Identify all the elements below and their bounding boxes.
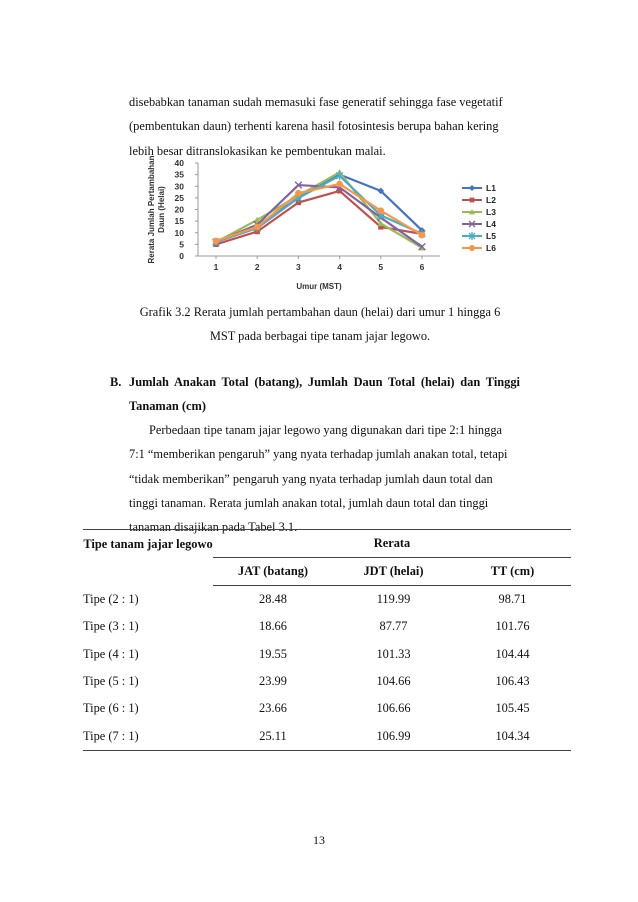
x-tick-label: 5 [378,262,384,272]
legend-label: L1 [486,183,496,193]
legend-entry [462,183,496,193]
table-cell: 25.11 [213,722,333,750]
page-number: 13 [313,833,325,847]
legend-marker [469,185,475,191]
table-cell: 105.45 [495,701,530,716]
legend-label: L3 [486,207,496,217]
section-heading [110,370,520,418]
table-cell: Tipe (7 : 1) [83,722,213,750]
section-title: Jumlah Anakan Total (batang), Jumlah Daun Total (helai) dan Tinggi Tanaman (cm) [129,375,520,413]
table-row [83,586,571,614]
table-cell: Tipe (2 : 1) [83,591,139,606]
y-tick-label: 20 [174,204,184,215]
series-l1 [213,171,426,245]
data-point [419,232,426,239]
table-row [83,641,571,668]
legend-entry [462,231,496,241]
table-cell: 104.44 [495,646,530,661]
x-tick-label: 3 [296,262,301,272]
intro-paragraph [129,90,519,163]
legend-label: L5 [486,231,496,241]
table-cell: 106.99 [333,722,454,750]
x-tick-label: 4 [337,262,342,272]
series-line [216,172,422,248]
chart-series [213,169,426,251]
table-cell: Tipe (4 : 1) [83,646,139,661]
legend-marker [469,245,475,251]
text-line: “tidak memberikan” pengaruh yang nyata terhadap jumlah daun total dan [129,471,493,486]
table-cell: 104.34 [454,722,571,750]
y-tick-label: 5 [179,239,184,250]
y-tick-label: 10 [174,227,184,238]
text-line: tanaman disajikan pada Tabel 3.1. [129,520,298,535]
table-cell: 98.71 [498,592,527,607]
series-l4 [213,182,426,250]
results-table [83,529,571,751]
column-header: TT (cm) [454,558,571,586]
legend-entry [462,243,496,253]
data-point [378,207,385,214]
chart-legend [462,183,496,253]
group-column-header: Rerata [213,530,571,558]
legend-label: L2 [486,195,496,205]
figure-caption [100,300,540,348]
legend-entry [462,207,496,217]
caption-line: MST pada berbagai tipe tanam jajar legowo. [209,329,431,343]
y-tick-label: 35 [174,169,184,180]
data-point [336,181,343,188]
x-tick-label: 1 [213,262,219,272]
table-row [83,613,571,640]
text-line: lebih besar ditranslokasikan ke pembentukan malai. [129,143,386,158]
body-paragraph [129,418,519,539]
y-tick-label: 30 [174,181,184,192]
y-tick-label: 25 [174,192,184,203]
legend-marker [470,198,475,203]
series-l3 [213,169,426,251]
table-cell: 28.48 [259,592,287,607]
data-point [254,224,261,231]
section-number: B. [110,375,122,389]
column-header: JAT (batang) [213,558,333,586]
table-cell: 18.66 [259,619,287,634]
table-cell: 19.55 [259,646,287,661]
data-point [295,190,302,197]
table-row [83,695,571,722]
table-cell: 106.66 [376,701,411,716]
legend-label: L4 [486,219,496,229]
text-line: 7:1 “memberikan pengaruh” yang nyata terhadap jumlah anakan total, tetapi [129,447,508,462]
y-axis-title: Rerata Jumlah PertambahanDaun (Helai) [147,155,166,264]
y-tick-label: 15 [174,216,184,227]
legend-entry [462,195,496,205]
legend-entry [462,219,496,229]
text-line: (pembentukan daun) terhenti karena hasil fotosintesis berupa bahan kering [129,119,499,134]
table-row [83,668,571,695]
table-cell: Tipe (6 : 1) [83,701,139,716]
text-line: Perbedaan tipe tanam jajar legowo yang digunakan dari tipe 2:1 hingga [149,423,503,437]
chart-canvas [140,155,520,295]
table-cell: Tipe (3 : 1) [83,619,139,634]
table-cell: 87.77 [379,619,408,634]
table-cell: 101.76 [495,619,530,634]
caption-line: Grafik 3.2 Rerata jumlah pertambahan daun (helai) dari umur 1 hingga 6 [139,305,501,319]
table-cell: Tipe (5 : 1) [83,674,139,689]
x-tick-label: 2 [254,262,260,272]
table-cell: 23.99 [259,674,287,689]
x-axis-title: Umur (MST) [296,282,342,291]
series-line [216,176,422,242]
table-cell: 106.43 [495,674,530,689]
y-tick-label: 0 [179,251,184,261]
legend-label: L6 [486,243,496,253]
x-tick-label: 6 [419,262,425,272]
text-line: tinggi tanaman. Rerata jumlah anakan total, jumlah daun total dan tinggi [129,495,489,510]
data-point [213,238,220,245]
y-tick-label: 40 [174,158,184,168]
table-row [83,722,571,750]
type-column-header: Tipe tanam jajar legowo [83,530,213,586]
table-cell: 101.33 [376,646,411,661]
table-cell: 119.99 [376,592,411,607]
column-header: JDT (helai) [333,558,454,586]
table-cell: 104.66 [376,674,411,689]
line-chart [140,155,520,295]
table-cell: 23.66 [259,701,287,716]
text-line: disebabkan tanaman sudah memasuki fase generatif sehingga fase vegetatif [129,95,503,109]
